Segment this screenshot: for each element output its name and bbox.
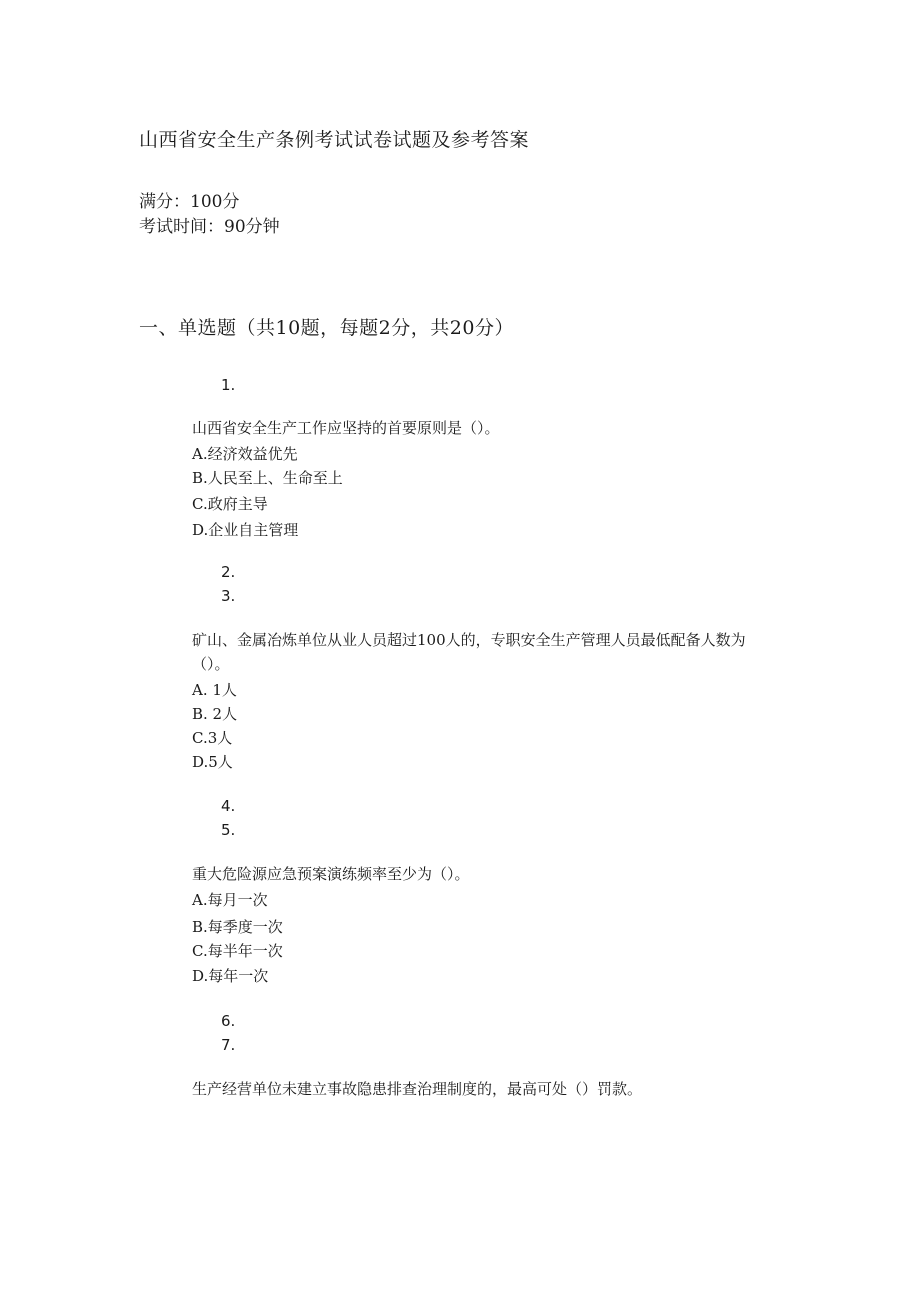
section-heading-single-choice: 一、单选题（共10题，每题2分，共20分） bbox=[139, 317, 514, 339]
question-1-option-b: B.人民至上、生命至上 bbox=[192, 469, 343, 487]
question-2-option-a: A. 1人 bbox=[192, 681, 237, 699]
full-score: 满分：100分 bbox=[139, 192, 240, 212]
document-title: 山西省安全生产条例考试试卷试题及参考答案 bbox=[139, 129, 530, 151]
question-2-text-line-1: 矿山、金属冶炼单位从业人员超过100人的，专职安全生产管理人员最低配备人数为 bbox=[192, 631, 746, 649]
question-number-3: 3. bbox=[221, 587, 236, 605]
question-1-text: 山西省安全生产工作应坚持的首要原则是（）。 bbox=[192, 419, 500, 437]
question-number-5: 5. bbox=[221, 821, 236, 839]
question-3-option-c: C.每半年一次 bbox=[192, 942, 283, 960]
question-2-text-line-2: （）。 bbox=[192, 655, 230, 673]
question-1-option-d: D.企业自主管理 bbox=[192, 521, 299, 539]
question-1-option-a: A.经济效益优先 bbox=[192, 445, 298, 463]
question-4-text: 生产经营单位未建立事故隐患排查治理制度的，最高可处（）罚款。 bbox=[192, 1080, 643, 1098]
question-3-option-b: B.每季度一次 bbox=[192, 918, 283, 936]
question-number-7: 7. bbox=[221, 1036, 236, 1054]
question-2-option-c: C.3人 bbox=[192, 729, 233, 747]
question-2-option-b: B. 2人 bbox=[192, 705, 238, 723]
question-2-option-d: D.5人 bbox=[192, 753, 233, 771]
question-number-6: 6. bbox=[221, 1012, 236, 1030]
question-number-4: 4. bbox=[221, 797, 236, 815]
question-3-text: 重大危险源应急预案演练频率至少为（）。 bbox=[192, 865, 470, 883]
question-number-2: 2. bbox=[221, 563, 236, 581]
exam-duration: 考试时间：90分钟 bbox=[139, 217, 280, 237]
question-1-option-c: C.政府主导 bbox=[192, 495, 268, 513]
question-3-option-a: A.每月一次 bbox=[192, 891, 268, 909]
question-number-1: 1. bbox=[221, 376, 236, 394]
question-3-option-d: D.每年一次 bbox=[192, 967, 269, 985]
